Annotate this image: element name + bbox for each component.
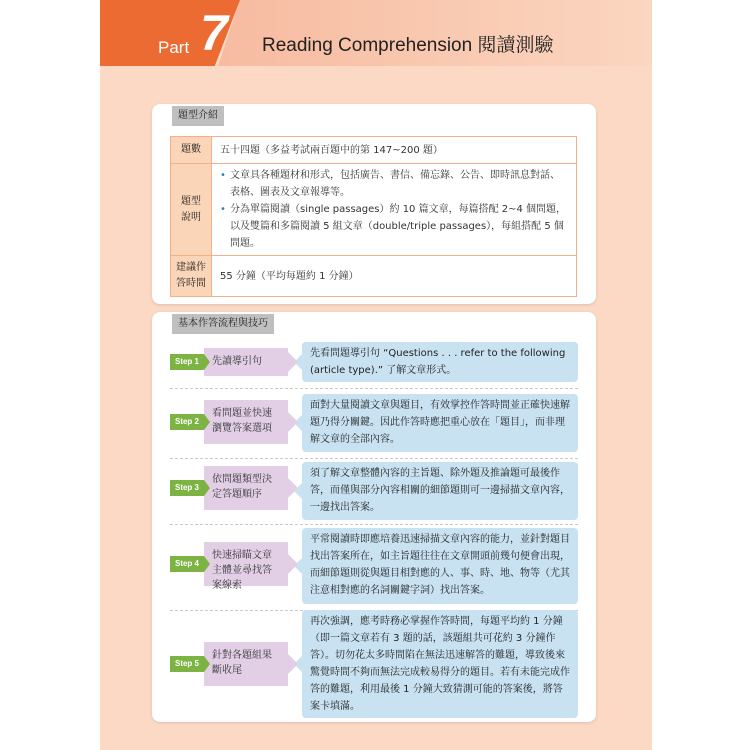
intro-table — [170, 136, 577, 297]
list-item — [220, 167, 568, 201]
step-5-badge: Step 5 — [170, 656, 204, 672]
bullet-text: 文章具各種題材和形式，包括廣告、書信、備忘錄、公告、即時訊息對話、表格、圖表及文章報導等。 — [230, 170, 560, 198]
row-key — [171, 164, 212, 256]
step-4-description: 平常閱讀時即應培養迅速掃描文章內容的能力，並針對題目找出答案所在，如主旨題往往在文章開頭前幾句便會出現，而細節題則從與題目相對應的人、事、時、地、物等（尤其注意相對應的名詞關鍵字詞）找出答案。 — [302, 528, 578, 604]
table-row — [171, 137, 577, 164]
table-row — [171, 164, 577, 256]
step-4-badge: Step 4 — [170, 556, 204, 572]
row-key-text: 題型 說明 — [181, 195, 201, 223]
row-key — [171, 256, 212, 297]
intro-section-label: 題型介紹 — [172, 106, 224, 126]
row-value — [212, 164, 577, 256]
step-5-title: 針對各題組果斷收尾 — [204, 642, 288, 686]
row-key: 題數 — [171, 137, 212, 164]
step-4-title: 快速掃瞄文章主體並尋找答案線索 — [204, 542, 288, 586]
step-2-badge: Step 2 — [170, 414, 204, 430]
step-5-description: 再次強調，應考時務必掌握作答時間，每題平均約 1 分鐘（即一篇文章若有 3 題的話，該題組共可花約 3 分鐘作答）。切勿花太多時間陷在無法迅速解答的難題，導致後來驚覺時間不夠而無法完成較易得分的題目。若有未能完成作答的難題，利用最後 1 分鐘大致猜測可能的答案後，將答案卡填滿。 — [302, 610, 578, 718]
part-number: 7 — [200, 5, 228, 61]
step-1-description: 先看問題導引句 “Questions . . . refer to the following (article type).” 了解文章形式。 — [302, 342, 578, 382]
row-key-text: 建議作 答時間 — [176, 262, 206, 289]
step-3-description: 須了解文章整體內容的主旨題、除外題及推論題可最後作答，而僅與部分內容相關的細節題則可一邊掃描文章內容，一邊找出答案。 — [302, 462, 578, 520]
step-1-title: 先讀導引句 — [204, 348, 288, 376]
part-header — [100, 0, 652, 66]
step-3-badge: Step 3 — [170, 480, 204, 496]
divider — [170, 524, 578, 525]
process-card — [152, 312, 596, 722]
part-label: Part — [158, 38, 190, 57]
page-title: Reading Comprehension 閱讀測驗 — [262, 35, 554, 56]
process-section-label: 基本作答流程與技巧 — [172, 314, 274, 334]
bullet-text: 分為單篇閱讀（single passages）約 10 篇文章，每篇搭配 2~4 個問題，以及雙篇和多篇閱讀 5 組文章（double/triple passages），每組搭配 5 個問題。 — [230, 204, 567, 249]
step-2-title: 看問題並快速瀏覽答案選項 — [204, 400, 288, 444]
list-item — [220, 201, 568, 252]
table-row — [171, 256, 577, 297]
row-value: 55 分鐘（平均每題約 1 分鐘） — [212, 256, 577, 297]
bullet-icon: • — [220, 204, 226, 215]
divider — [170, 458, 578, 459]
divider — [170, 388, 578, 389]
row-value: 五十四題（多益考試兩百題中的第 147~200 題） — [212, 137, 577, 164]
bullet-icon: • — [220, 170, 226, 181]
step-2-description: 面對大量閱讀文章與題目，有效掌控作答時間並正確快速解題乃得分關鍵。因此作答時應把重心放在「題目」，而非理解文章的全部內容。 — [302, 394, 578, 452]
step-3-title: 依問題類型決定答題順序 — [204, 466, 288, 510]
intro-card — [152, 104, 596, 304]
step-1-badge: Step 1 — [170, 354, 204, 370]
